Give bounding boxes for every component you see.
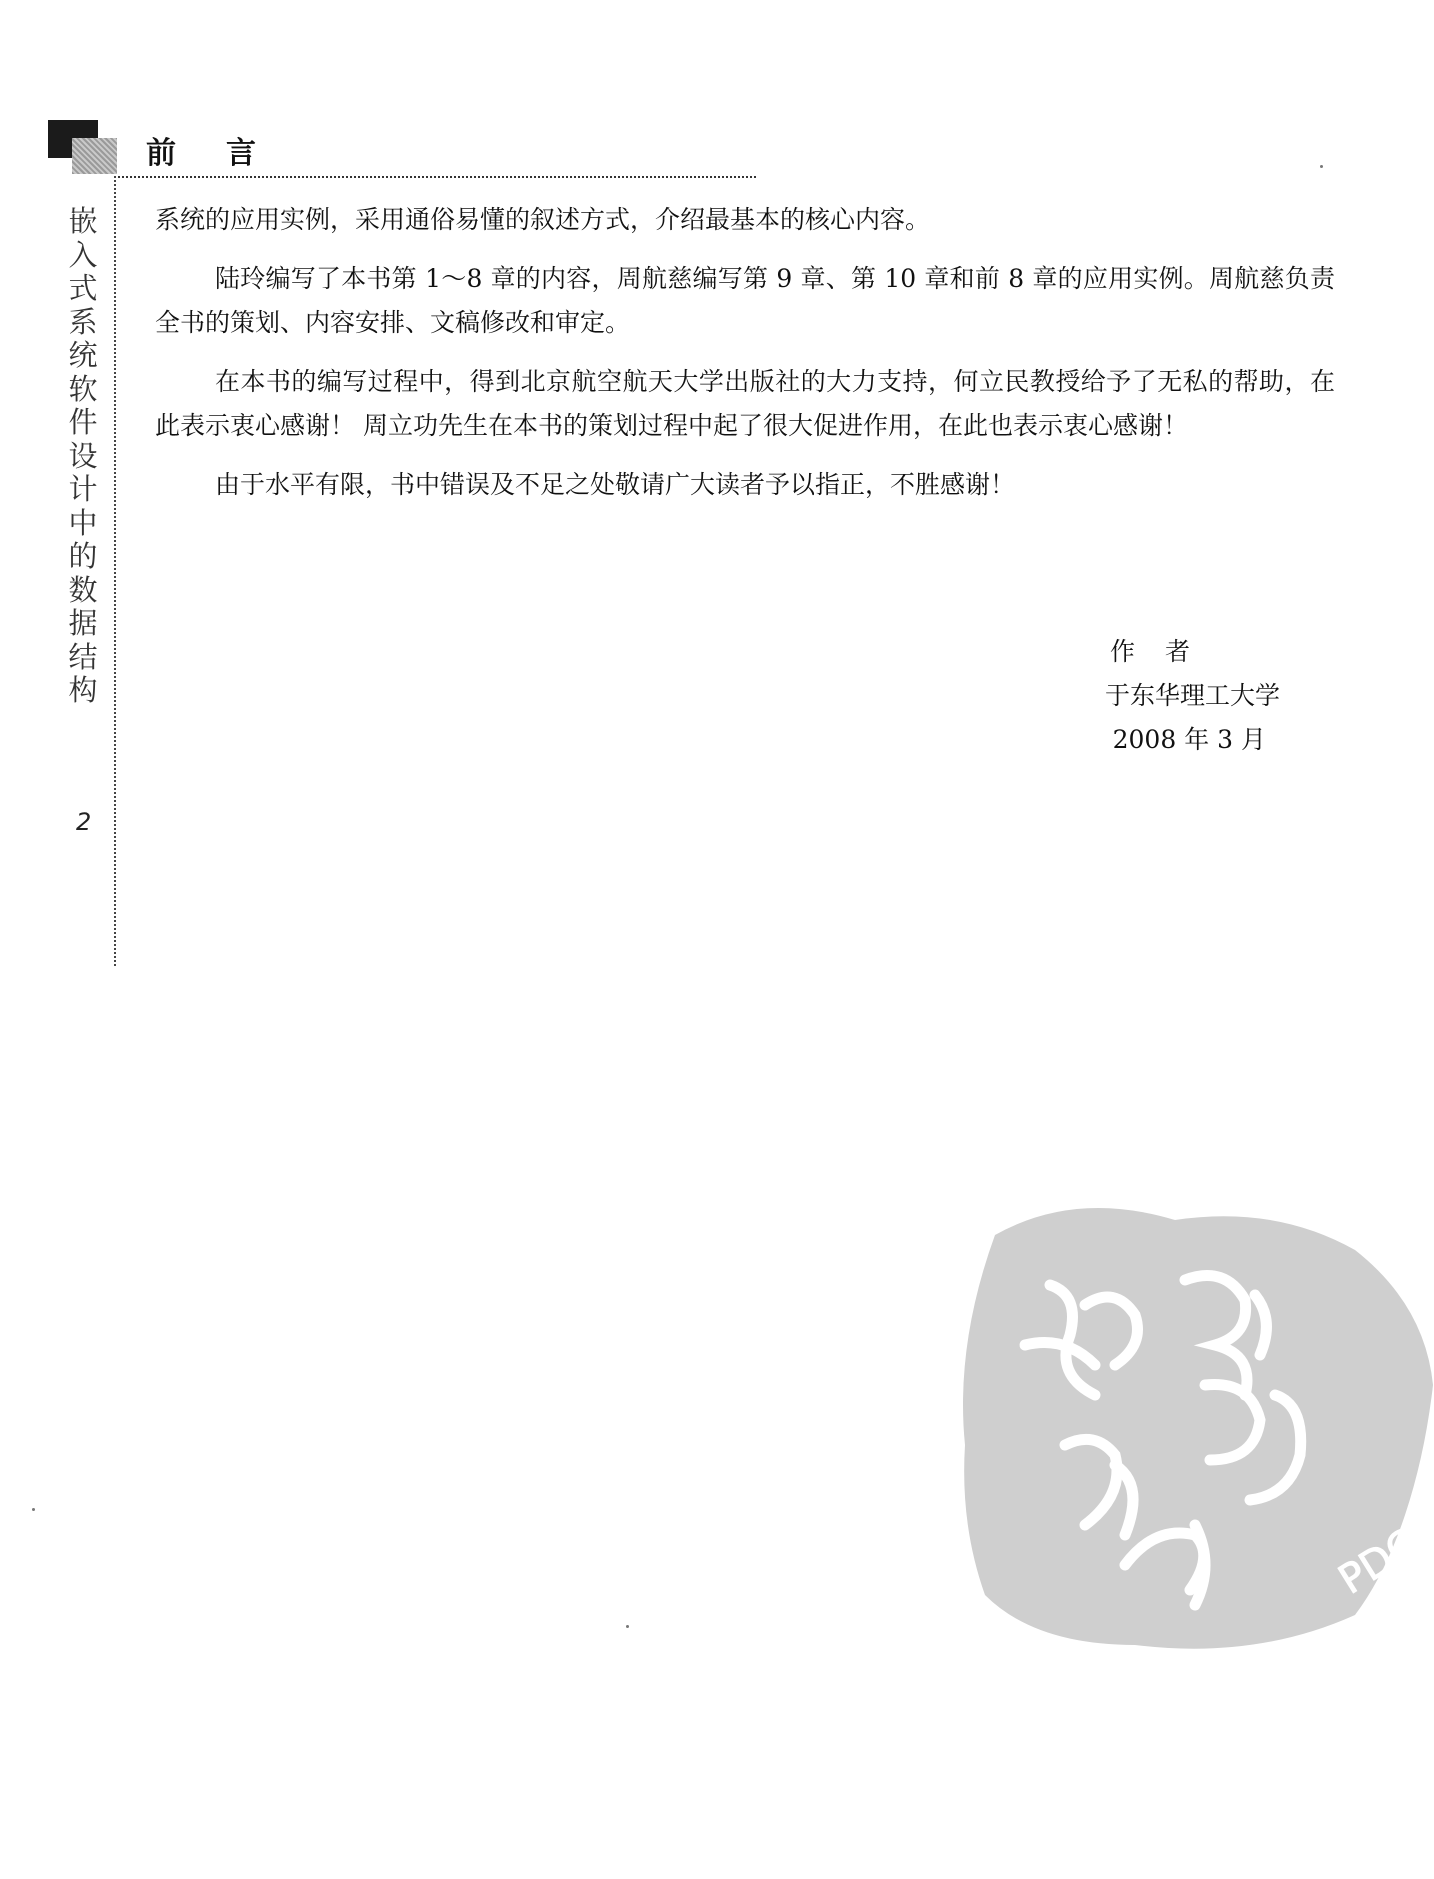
paragraph-1: 系统的应用实例，采用通俗易懂的叙述方式，介绍最基本的核心内容。	[155, 205, 931, 234]
page-title: 前言	[146, 136, 306, 171]
signature-author: 作者	[1109, 637, 1220, 666]
scan-speck	[626, 1625, 629, 1628]
page-number: 2	[76, 808, 92, 836]
seal-label: PDG	[1330, 1518, 1429, 1604]
signature-block	[1040, 630, 1280, 762]
seal-stamp-watermark	[955, 1195, 1434, 1665]
margin-rule	[114, 176, 116, 966]
signature-date: 2008 年 3 月	[1112, 725, 1266, 754]
header-rule	[114, 176, 756, 178]
running-book-title: 嵌入式系统软件设计中的数据结构	[68, 204, 98, 707]
scan-speck	[1320, 165, 1323, 168]
paragraph-4: 由于水平有限，书中错误及不足之处敬请广大读者予以指正，不胜感谢！	[215, 470, 1016, 499]
paragraph-3: 在本书的编写过程中，得到北京航空航天大学出版社的大力支持，何立民教授给予了无私的帮助，在此表示衷心感谢！ 周立功先生在本书的策划过程中起了很大促进作用，在此也表示衷心感谢！	[155, 367, 1335, 440]
header-shaded-square	[72, 138, 117, 174]
scan-speck	[32, 1508, 35, 1511]
paragraph-2: 陆玲编写了本书第 1～8 章的内容，周航慈编写第 9 章、第 10 章和前 8 章的应用实例。周航慈负责全书的策划、内容安排、文稿修改和审定。	[155, 264, 1335, 337]
signature-place: 于东华理工大学	[1104, 681, 1280, 710]
preface-body	[155, 198, 1335, 522]
